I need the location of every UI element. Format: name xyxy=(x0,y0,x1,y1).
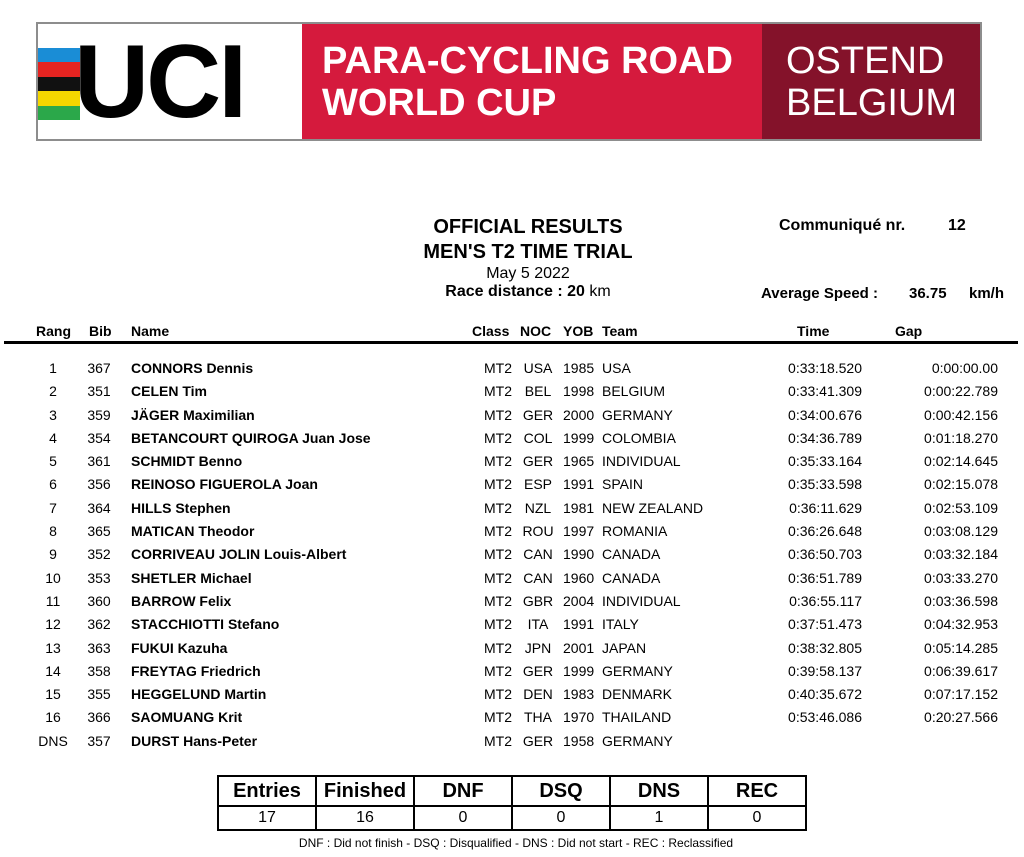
bib: 358 xyxy=(87,662,111,679)
class: MT2 xyxy=(484,383,512,400)
rank: 4 xyxy=(49,429,57,446)
avg-speed-label: Average Speed : xyxy=(761,285,878,302)
gap: 0:02:53.109 xyxy=(924,499,998,516)
rank: 11 xyxy=(45,592,61,609)
gap: 0:04:32.953 xyxy=(924,616,998,633)
time: 0:35:33.164 xyxy=(788,453,862,470)
noc: COL xyxy=(523,429,553,446)
col-bib: Bib xyxy=(89,323,112,339)
rider-name: SAOMUANG Krit xyxy=(131,709,243,726)
summary-value-row xyxy=(218,806,806,830)
noc: GER xyxy=(522,732,554,749)
rider-name: BETANCOURT QUIROGA Juan Jose xyxy=(131,429,371,446)
noc: NZL xyxy=(524,499,552,516)
rank: 12 xyxy=(45,616,61,633)
event-title-line2: WORLD CUP xyxy=(322,81,557,124)
table-row xyxy=(0,682,1024,705)
team: GERMANY xyxy=(602,732,673,749)
avg-speed-unit: km/h xyxy=(969,285,1005,302)
header-divider xyxy=(4,341,1018,344)
noc: ESP xyxy=(523,476,552,493)
team: CANADA xyxy=(602,569,661,586)
rider-name: BARROW Felix xyxy=(131,592,232,609)
rank: 8 xyxy=(49,523,57,540)
yob: 1998 xyxy=(563,383,595,400)
rider-name: CONNORS Dennis xyxy=(131,360,254,376)
team: USA xyxy=(602,360,631,376)
communique-number: 12 xyxy=(948,217,966,234)
event-location-panel xyxy=(762,24,980,139)
bib: 353 xyxy=(87,569,111,586)
noc: GER xyxy=(522,662,554,679)
col-noc: NOC xyxy=(520,323,552,339)
table-row xyxy=(0,705,1024,728)
rank: 5 xyxy=(49,453,57,470)
table-row xyxy=(0,566,1024,589)
class: MT2 xyxy=(484,453,512,470)
rider-name: CORRIVEAU JOLIN Louis-Albert xyxy=(131,546,347,563)
time: 0:36:51.789 xyxy=(788,569,862,586)
table-row xyxy=(0,659,1024,682)
class: MT2 xyxy=(484,569,512,586)
bib: 364 xyxy=(87,499,111,516)
col-class: Class xyxy=(472,323,510,339)
time: 0:35:33.598 xyxy=(788,476,862,493)
bib: 351 xyxy=(87,383,111,400)
table-row xyxy=(0,379,1024,402)
event-location-country: BELGIUM xyxy=(786,81,958,124)
yob: 1991 xyxy=(563,476,595,493)
summary-entries-value: 17 xyxy=(218,806,316,830)
table-row xyxy=(0,729,1024,752)
noc: USA xyxy=(523,360,553,376)
rank: 15 xyxy=(45,686,61,703)
col-time: Time xyxy=(797,323,830,339)
team: ITALY xyxy=(602,616,639,633)
class: MT2 xyxy=(484,360,512,376)
time: 0:38:32.805 xyxy=(788,639,862,656)
class: MT2 xyxy=(484,499,512,516)
race-date: May 5 2022 xyxy=(486,265,570,282)
time: 0:37:51.473 xyxy=(788,616,862,633)
rider-name: HEGGELUND Martin xyxy=(131,686,267,703)
event-location-city: OSTEND xyxy=(786,39,945,82)
rider-name: CELEN Tim xyxy=(131,383,207,400)
bib: 361 xyxy=(87,453,111,470)
uci-logo-text: UCI xyxy=(74,24,245,140)
bib: 354 xyxy=(87,429,111,446)
team: GERMANY xyxy=(602,662,673,679)
rank: 3 xyxy=(49,406,57,423)
time: 0:36:55.117 xyxy=(789,592,862,609)
summary-finished-value: 16 xyxy=(316,806,414,830)
time: 0:36:26.648 xyxy=(788,523,862,540)
yob: 1981 xyxy=(563,499,595,516)
table-row xyxy=(0,449,1024,472)
rider-name: REINOSO FIGUEROLA Joan xyxy=(131,476,318,493)
rank: 6 xyxy=(49,476,57,493)
bib: 357 xyxy=(87,732,111,749)
gap: 0:00:42.156 xyxy=(924,406,998,423)
col-yob: YOB xyxy=(563,323,594,339)
avg-speed-value: 36.75 xyxy=(909,285,947,302)
time: 0:34:00.676 xyxy=(788,406,862,423)
table-row xyxy=(0,426,1024,449)
table-row xyxy=(0,472,1024,495)
team: INDIVIDUAL xyxy=(602,592,681,609)
bib: 362 xyxy=(87,616,111,633)
event-title-panel xyxy=(302,24,762,139)
class: MT2 xyxy=(484,406,512,423)
yob: 1960 xyxy=(563,569,595,586)
noc: CAN xyxy=(523,546,553,563)
table-row xyxy=(0,589,1024,612)
time: 0:36:50.703 xyxy=(788,546,862,563)
class: MT2 xyxy=(484,686,512,703)
noc: GBR xyxy=(522,592,554,609)
bib: 365 xyxy=(87,523,111,540)
race-distance-value: 20 xyxy=(567,283,585,300)
bib: 356 xyxy=(87,476,111,493)
rank: 1 xyxy=(49,360,57,376)
gap: 0:03:08.129 xyxy=(924,523,998,540)
table-row xyxy=(0,542,1024,565)
rider-name: SHETLER Michael xyxy=(131,569,252,586)
rider-name: HILLS Stephen xyxy=(131,499,231,516)
table-row xyxy=(0,403,1024,426)
rank: 2 xyxy=(49,383,57,400)
yob: 1991 xyxy=(563,616,595,633)
yob: 1983 xyxy=(563,686,595,703)
document-title: OFFICIAL RESULTS xyxy=(433,216,623,238)
bib: 366 xyxy=(87,709,111,726)
table-row xyxy=(0,636,1024,659)
team: INDIVIDUAL xyxy=(602,453,681,470)
results-table xyxy=(0,356,1024,752)
rank: 13 xyxy=(45,639,61,656)
noc: BEL xyxy=(524,383,552,400)
communique-label: Communiqué nr. xyxy=(779,217,906,234)
gap: 0:07:17.152 xyxy=(924,686,998,703)
bib: 367 xyxy=(87,360,111,376)
noc: DEN xyxy=(523,686,553,703)
gap: 0:02:14.645 xyxy=(924,453,998,470)
summary-dsq-label: DSQ xyxy=(512,776,610,806)
legend-text: DNF : Did not finish - DSQ : Disqualified - DNS : Did not start - REC : Reclassified xyxy=(298,836,734,850)
yob: 1999 xyxy=(563,429,595,446)
bib: 359 xyxy=(87,406,111,423)
yob: 1958 xyxy=(563,732,595,749)
team: CANADA xyxy=(602,546,661,563)
table-row xyxy=(0,612,1024,635)
uci-logo xyxy=(38,24,302,139)
class: MT2 xyxy=(484,709,512,726)
team: THAILAND xyxy=(602,709,672,726)
col-name: Name xyxy=(131,323,170,339)
time: 0:34:36.789 xyxy=(788,429,862,446)
rank: 7 xyxy=(49,499,57,516)
summary-dnf-label: DNF xyxy=(414,776,512,806)
race-title: MEN'S T2 TIME TRIAL xyxy=(423,241,633,263)
rider-name: FREYTAG Friedrich xyxy=(131,662,261,679)
yob: 1970 xyxy=(563,709,595,726)
class: MT2 xyxy=(484,523,512,540)
rank: 9 xyxy=(49,546,57,563)
yob: 2001 xyxy=(563,639,595,656)
yob: 2000 xyxy=(563,406,595,423)
team: DENMARK xyxy=(602,686,673,703)
event-title-line1: PARA-CYCLING ROAD xyxy=(322,39,733,82)
yob: 1999 xyxy=(563,662,595,679)
time: 0:36:11.629 xyxy=(789,499,862,516)
yob: 2004 xyxy=(563,592,595,609)
rider-name: FUKUI Kazuha xyxy=(131,639,228,656)
table-row xyxy=(0,496,1024,519)
noc: GER xyxy=(522,406,554,423)
col-team: Team xyxy=(602,323,638,339)
event-banner xyxy=(36,22,982,141)
class: MT2 xyxy=(484,429,512,446)
col-rank: Rang xyxy=(36,323,71,339)
summary-dsq-value: 0 xyxy=(512,806,610,830)
noc: ITA xyxy=(527,616,549,633)
team: COLOMBIA xyxy=(602,429,676,446)
summary-table xyxy=(217,775,807,831)
gap: 0:03:32.184 xyxy=(924,546,998,563)
table-row xyxy=(0,356,1024,379)
team: SPAIN xyxy=(602,476,643,493)
time: 0:40:35.672 xyxy=(788,686,862,703)
summary-finished-label: Finished xyxy=(316,776,414,806)
bib: 355 xyxy=(87,686,111,703)
summary-rec-value: 0 xyxy=(708,806,806,830)
team: GERMANY xyxy=(602,406,673,423)
team: JAPAN xyxy=(602,639,647,656)
noc: CAN xyxy=(523,569,553,586)
table-row xyxy=(0,519,1024,542)
class: MT2 xyxy=(484,546,512,563)
gap: 0:01:18.270 xyxy=(924,429,998,446)
summary-dns-label: DNS xyxy=(610,776,708,806)
summary-entries-label: Entries xyxy=(218,776,316,806)
gap: 0:03:36.598 xyxy=(924,592,998,609)
noc: GER xyxy=(522,453,554,470)
class: MT2 xyxy=(484,662,512,679)
class: MT2 xyxy=(484,639,512,656)
bib: 352 xyxy=(87,546,111,563)
noc: THA xyxy=(524,709,552,726)
team: BELGIUM xyxy=(602,383,666,400)
class: MT2 xyxy=(484,732,512,749)
gap: 0:20:27.566 xyxy=(924,709,998,726)
rider-name: DURST Hans-Peter xyxy=(131,732,258,749)
gap: 0:05:14.285 xyxy=(924,639,998,656)
summary-dns-value: 1 xyxy=(610,806,708,830)
summary-rec-label: REC xyxy=(708,776,806,806)
team: ROMANIA xyxy=(602,523,668,540)
summary-dnf-value: 0 xyxy=(414,806,512,830)
bib: 363 xyxy=(87,639,111,656)
rank: 14 xyxy=(45,662,61,679)
bib: 360 xyxy=(87,592,111,609)
time: 0:33:18.520 xyxy=(788,360,862,376)
gap: 0:00:22.789 xyxy=(924,383,998,400)
rider-name: SCHMIDT Benno xyxy=(131,453,243,470)
rider-name: MATICAN Theodor xyxy=(131,523,255,540)
class: MT2 xyxy=(484,616,512,633)
race-distance-label: Race distance : xyxy=(445,283,563,300)
summary-header-row xyxy=(218,776,806,806)
gap: 0:03:33.270 xyxy=(924,569,998,586)
rank: 10 xyxy=(45,569,61,586)
gap: 0:02:15.078 xyxy=(924,476,998,493)
rider-name: JÄGER Maximilian xyxy=(131,406,255,423)
rank: DNS xyxy=(38,732,68,749)
noc: ROU xyxy=(522,523,554,540)
yob: 1965 xyxy=(563,453,595,470)
col-gap: Gap xyxy=(895,323,923,339)
gap: 0:00:00.00 xyxy=(931,360,998,376)
time: 0:39:58.137 xyxy=(788,662,862,679)
race-distance-unit: km xyxy=(589,283,611,300)
time: 0:33:41.309 xyxy=(788,383,862,400)
gap: 0:06:39.617 xyxy=(924,662,998,679)
rider-name: STACCHIOTTI Stefano xyxy=(131,616,280,633)
team: NEW ZEALAND xyxy=(602,499,704,516)
class: MT2 xyxy=(484,476,512,493)
class: MT2 xyxy=(484,592,512,609)
yob: 1997 xyxy=(563,523,595,540)
yob: 1985 xyxy=(563,360,595,376)
time: 0:53:46.086 xyxy=(788,709,862,726)
yob: 1990 xyxy=(563,546,595,563)
noc: JPN xyxy=(524,639,552,656)
rank: 16 xyxy=(45,709,61,726)
